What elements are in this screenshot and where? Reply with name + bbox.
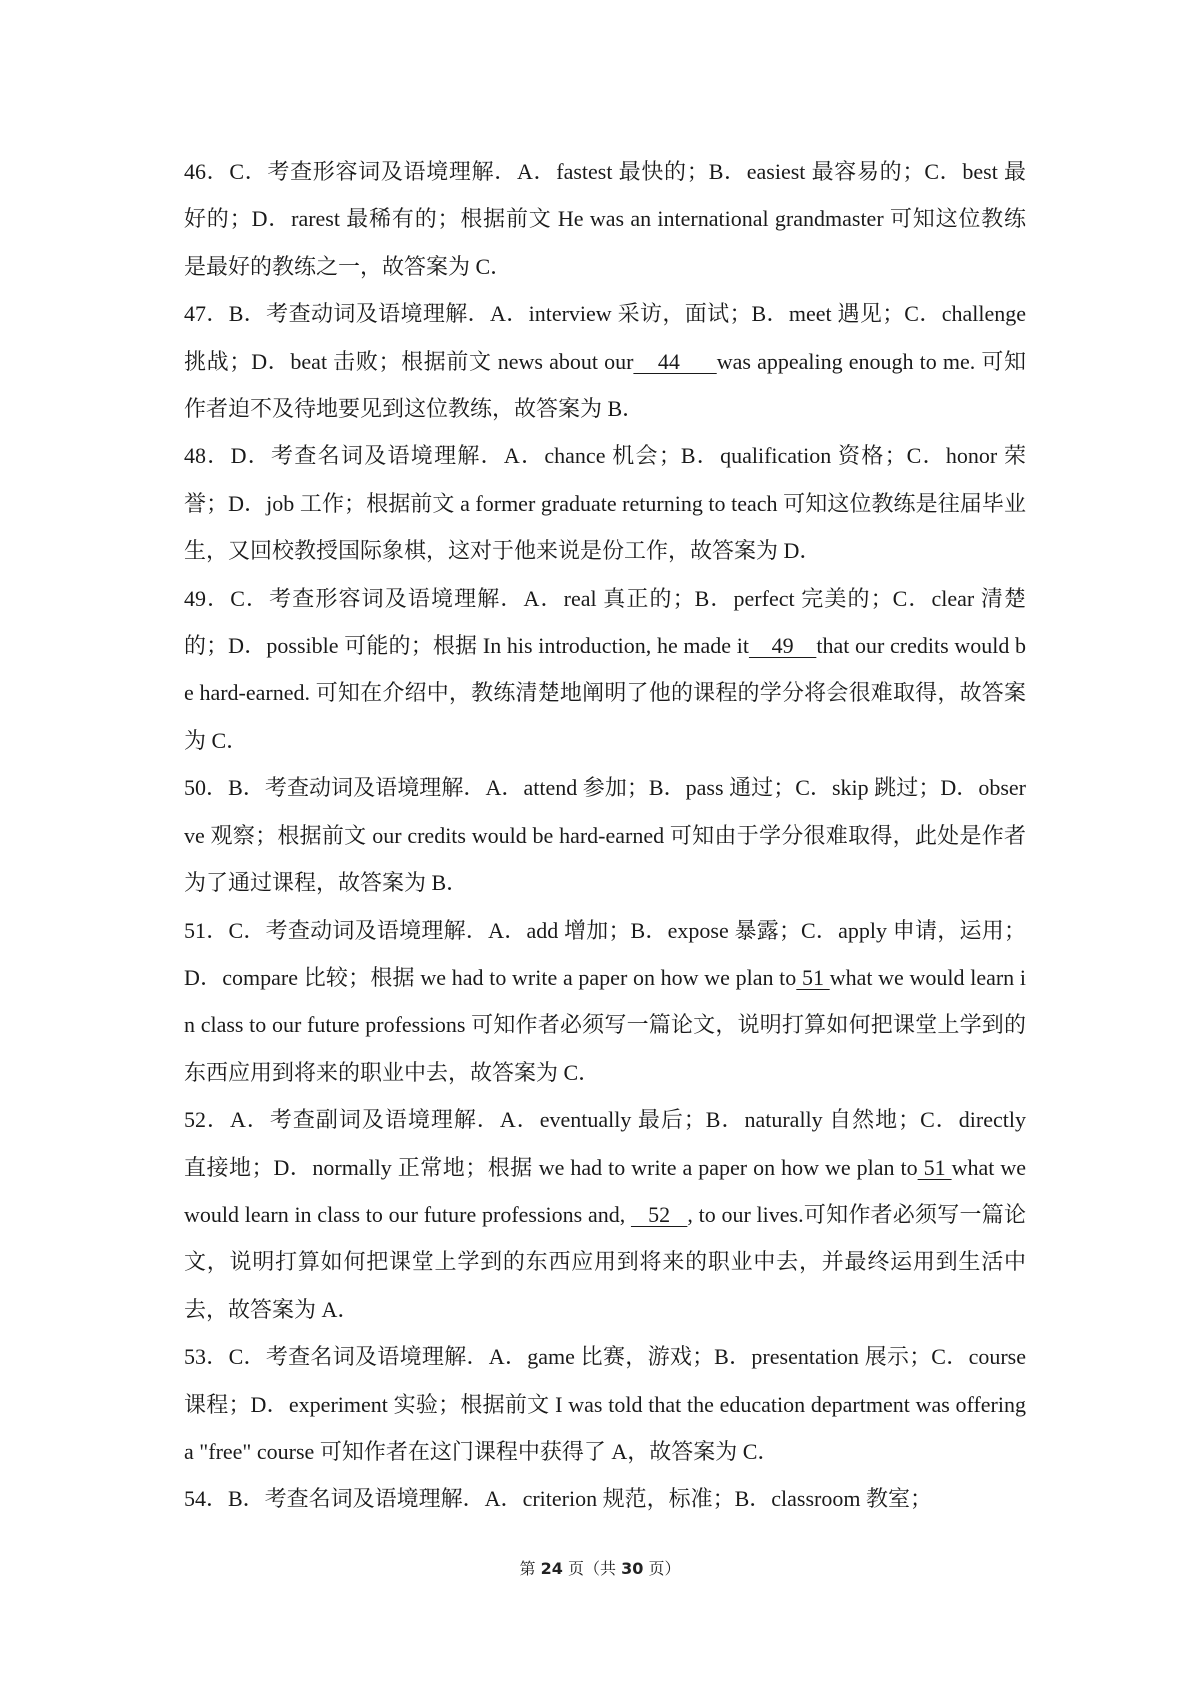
explanation-text: 49．C．考查形容词及语境理解．A．real 真正的；B．perfect 完美的；C．clear 清楚的；D．possible 可能的；根据 In his introduction, he made it: [184, 585, 1026, 659]
explanation-text: 53．C．考查名词及语境理解．A．game 比赛，游戏；B．presentation 展示；C．course 课程；D．experiment 实验；根据前文 I was told that the education department was offering a "free" course 可知作者在这门课程中获得了 A，故答案为 C．: [184, 1344, 1026, 1464]
explanation-text: 46．C．考查形容词及语境理解．A．fastest 最快的；B．easiest 最容易的；C．best 最好的；D．rarest 最稀有的；根据前文 He was an international grandmaster 可知这位教练是最好的教练之一，故答案为 C．: [184, 159, 1026, 279]
page-number: 24: [540, 1559, 563, 1578]
explanation-53: [184, 1333, 1026, 1475]
explanation-49: [184, 575, 1026, 765]
blank-51: 51: [796, 964, 830, 990]
blank-52: 52: [630, 1201, 688, 1227]
blank-49: 49: [748, 633, 817, 659]
explanation-text: 47．B．考查动词及语境理解．A．interview 采访，面试；B．meet 遇见；C．challenge 挑战；D．beat 击败；根据前文 news about our: [184, 301, 1026, 374]
blank-51: 51: [917, 1154, 952, 1180]
footer-suffix: 页）: [643, 1559, 681, 1578]
explanation-text: 51．C．考查动词及语境理解．A．add 增加；B．expose 暴露；C．apply 申请，运用；D．compare 比较；根据 we had to write a paper on how we plan to: [184, 917, 1026, 990]
explanation-text: 54．B．考查名词及语境理解．A．criterion 规范，标准；B．classroom 教室；: [184, 1486, 932, 1512]
explanation-text: what we would learn in class to our future professions and,: [184, 1154, 1027, 1227]
explanation-text: what we would learn in class to our future professions 可知作者必须写一篇论文，说明打算如何把课堂上学到的东西应用到将来的职业中去，故答案为 C．: [184, 964, 1026, 1085]
explanation-text: 48．D．考查名词及语境理解．A．chance 机会；B．qualification 资格；C．honor 荣誉；D．job 工作；根据前文 a former graduate returning to teach 可知这位教练是往届毕业生，又回校教授国际象棋，这对于他来说是份工作，故答案为 D．: [184, 443, 1026, 564]
footer-middle: 页（共: [562, 1559, 622, 1578]
page-footer: [0, 1556, 1200, 1579]
answer-explanations: [184, 148, 1026, 1523]
explanation-text: that our credits would be hard-earned. 可知在介绍中，教练清楚地阐明了他的课程的学分将会很难取得，故答案为 C．: [184, 633, 1026, 753]
explanation-46: [184, 148, 1026, 290]
explanation-54: [184, 1475, 1026, 1522]
explanation-47: [184, 290, 1026, 432]
explanation-50: [184, 764, 1026, 906]
explanation-48: [184, 432, 1026, 574]
explanation-51: [184, 907, 1026, 1097]
explanation-text: , to our lives.可知作者必须写一篇论文，说明打算如何把课堂上学到的东西应用到将来的职业中去，并最终运用到生活中去，故答案为 A．: [184, 1201, 1026, 1322]
explanation-text: 52．A．考查副词及语境理解．A．eventually 最后；B．naturally 自然地；C．directly 直接地；D．normally 正常地；根据 we had to write a paper on how we plan to: [184, 1107, 1026, 1180]
explanation-52: [184, 1096, 1026, 1333]
page-total: 30: [621, 1559, 644, 1578]
explanation-text: 50．B．考查动词及语境理解．A．attend 参加；B．pass 通过；C．skip 跳过；D．observe 观察；根据前文 our credits would be hard-earned 可知由于学分很难取得，此处是作者为了通过课程，故答案为 B．: [184, 775, 1026, 896]
explanation-text: was appealing enough to me. 可知作者迫不及待地要见到这位教练，故答案为 B．: [184, 348, 1026, 422]
blank-44: 44: [633, 348, 717, 374]
footer-prefix: 第: [519, 1559, 541, 1578]
